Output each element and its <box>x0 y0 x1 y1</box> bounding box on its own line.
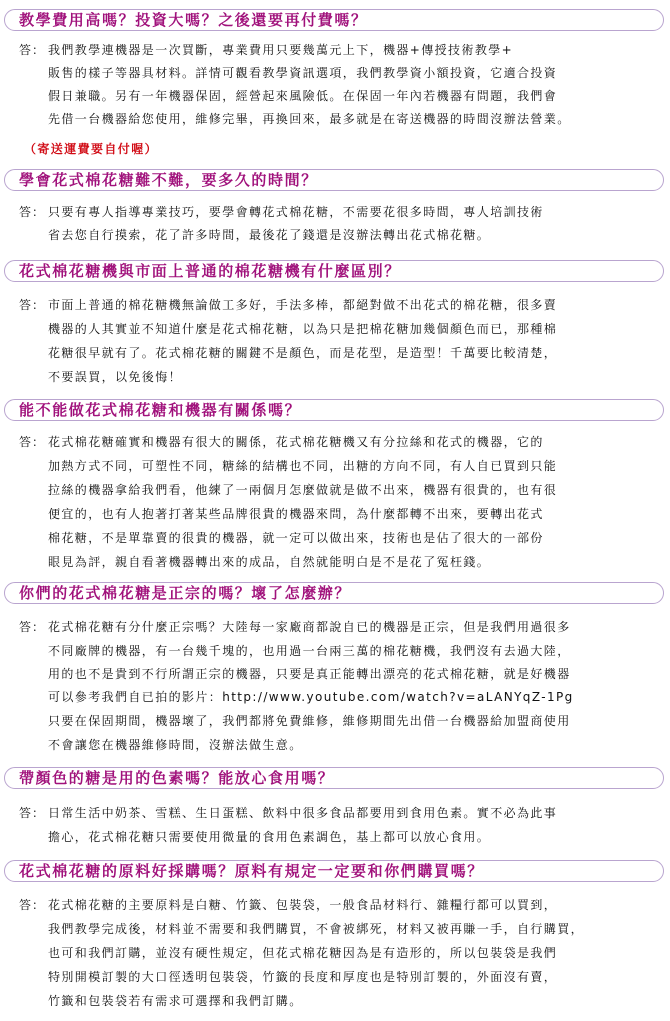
answer-line: 用的也不是貴到不行所謂正宗的機器，只要是真正能轉出漂亮的花式棉花糖，就是好機器 <box>48 667 571 681</box>
youtube-video-link[interactable]: 可以參考我們自已拍的影片：http://www.youtube.com/watch?v=aLANYqZ-1Pg <box>48 690 574 704</box>
question-heading: 花式棉花糖機與市面上普通的棉花糖機有什麼區別？ <box>19 262 401 280</box>
answer-line: 加熱方式不同，可塑性不同，糖絲的結構也不同，出糖的方向不同，有人自已買到只能 <box>48 459 558 473</box>
question-bar <box>4 260 664 282</box>
answer-label: 答： <box>19 43 46 57</box>
question-bar <box>4 582 664 604</box>
answer-line: 拉絲的機器拿給我們看，他練了一兩個月怎麼做就是做不出來，機器有很貴的，也有很 <box>48 483 558 497</box>
question-heading: 教學費用高嗎？投資大嗎？之後還要再付費嗎？ <box>19 11 368 29</box>
answer-label: 答： <box>19 806 46 820</box>
question-heading: 學會花式棉花糖難不難，要多久的時間？ <box>19 171 318 189</box>
question-heading: 花式棉花糖的原料好採購嗎？原料有規定一定要和你們購買嗎？ <box>19 862 484 880</box>
answer-line: 先借一台機器給您使用，維修完畢，再換回來，最多就是在寄送機器的時間沒辦法營業。 <box>48 112 571 126</box>
question-bar <box>4 169 664 191</box>
answer-line: 花糖很早就有了。花式棉花糖的關鍵不是顏色，而是花型，是造型！千萬要比較清楚， <box>48 346 558 360</box>
answer-line: 擔心，花式棉花糖只需要使用微量的食用色素調色，基上都可以放心食用。 <box>48 830 491 844</box>
answer-line: 只要在保固期間，機器壞了，我們都將免費維修，維修期間先出借一台機器給加盟商使用 <box>48 714 571 728</box>
question-bar <box>4 9 664 31</box>
question-heading: 能不能做花式棉花糖和機器有關係嗎？ <box>19 401 302 419</box>
answer-line: 也可和我們訂購，並沒有硬性規定，但花式棉花糖因為是有造形的，所以包裝袋是我們 <box>48 946 558 960</box>
shipping-note: （寄送運費要自付喔） <box>24 142 159 156</box>
answer-line: 日常生活中奶茶、雪糕、生日蛋糕、飲料中很多食品都要用到食用色素。實不必為此事 <box>48 806 558 820</box>
question-bar <box>4 860 664 882</box>
answer-line: 不要誤買，以免後悔！ <box>48 370 183 384</box>
answer-line: 竹籤和包裝袋若有需求可選擇和我們訂購。 <box>48 994 303 1008</box>
question-heading: 你們的花式棉花糖是正宗的嗎？壞了怎麼辦？ <box>19 584 352 602</box>
answer-label: 答： <box>19 298 46 312</box>
answer-line: 花式棉花糖確實和機器有很大的關係，花式棉花糖機又有分拉絲和花式的機器，它的 <box>48 435 544 449</box>
answer-line: 眼見為評，親自看著機器轉出來的成品，自然就能明白是不是花了冤枉錢。 <box>48 555 491 569</box>
answer-line: 我們教學連機器是一次買斷，專業費用只要幾萬元上下，機器+傳授技術教學+ <box>48 43 514 57</box>
question-bar <box>4 399 664 421</box>
question-heading: 帶顏色的糖是用的色素嗎？能放心食用嗎？ <box>19 769 335 787</box>
answer-label: 答： <box>19 898 46 912</box>
answer-line: 市面上普通的棉花糖機無論做工多好，手法多棒，都絕對做不出花式的棉花糖，很多賣 <box>48 298 558 312</box>
answer-line: 只要有專人指導專業技巧，要學會轉花式棉花糖，不需要花很多時間，專人培訓技術 <box>48 205 544 219</box>
answer-line: 花式棉花糖有分什麼正宗嗎？大陸每一家廠商都說自已的機器是正宗，但是我們用過很多 <box>48 620 571 634</box>
answer-line: 棉花糖，不是單靠賣的很貴的機器，就一定可以做出來，技術也是佔了很大的一部份 <box>48 531 544 545</box>
answer-line: 機器的人其實並不知道什麼是花式棉花糖，以為只是把棉花糖加幾個顏色而已，那種棉 <box>48 322 558 336</box>
answer-line: 花式棉花糖的主要原料是白糖、竹籤、包裝袋，一般食品材料行、雜糧行都可以買到， <box>48 898 558 912</box>
answer-label: 答： <box>19 620 46 634</box>
answer-line: 不會讓您在機器維修時間，沒辦法做生意。 <box>48 738 303 752</box>
question-bar <box>4 767 664 789</box>
answer-label: 答： <box>19 435 46 449</box>
answer-line: 便宜的，也有人抱著打著某些品牌很貴的機器來問，為什麼都轉不出來，要轉出花式 <box>48 507 544 521</box>
answer-line: 特別開模訂製的大口徑透明包裝袋，竹籤的長度和厚度也是特別訂製的，外面沒有賣， <box>48 970 558 984</box>
answer-line: 販售的樣子等器具材料。詳情可觀看教學資訊選項，我們教學資小額投資，它適合投資 <box>48 66 558 80</box>
answer-line: 我們教學完成後，材料並不需要和我們購買，不會被綁死，材料又被再賺一手，自行購買， <box>48 922 585 936</box>
answer-line: 不同廠牌的機器，有一台幾千塊的，也用過一台兩三萬的棉花糖機，我們沒有去過大陸， <box>48 644 571 658</box>
answer-label: 答： <box>19 205 46 219</box>
answer-line: 假日兼職。另有一年機器保固，經營起來風險低。在保固一年內若機器有問題，我們會 <box>48 89 558 103</box>
answer-line: 省去您自行摸索，花了許多時間，最後花了錢還是沒辦法轉出花式棉花糖。 <box>48 228 491 242</box>
